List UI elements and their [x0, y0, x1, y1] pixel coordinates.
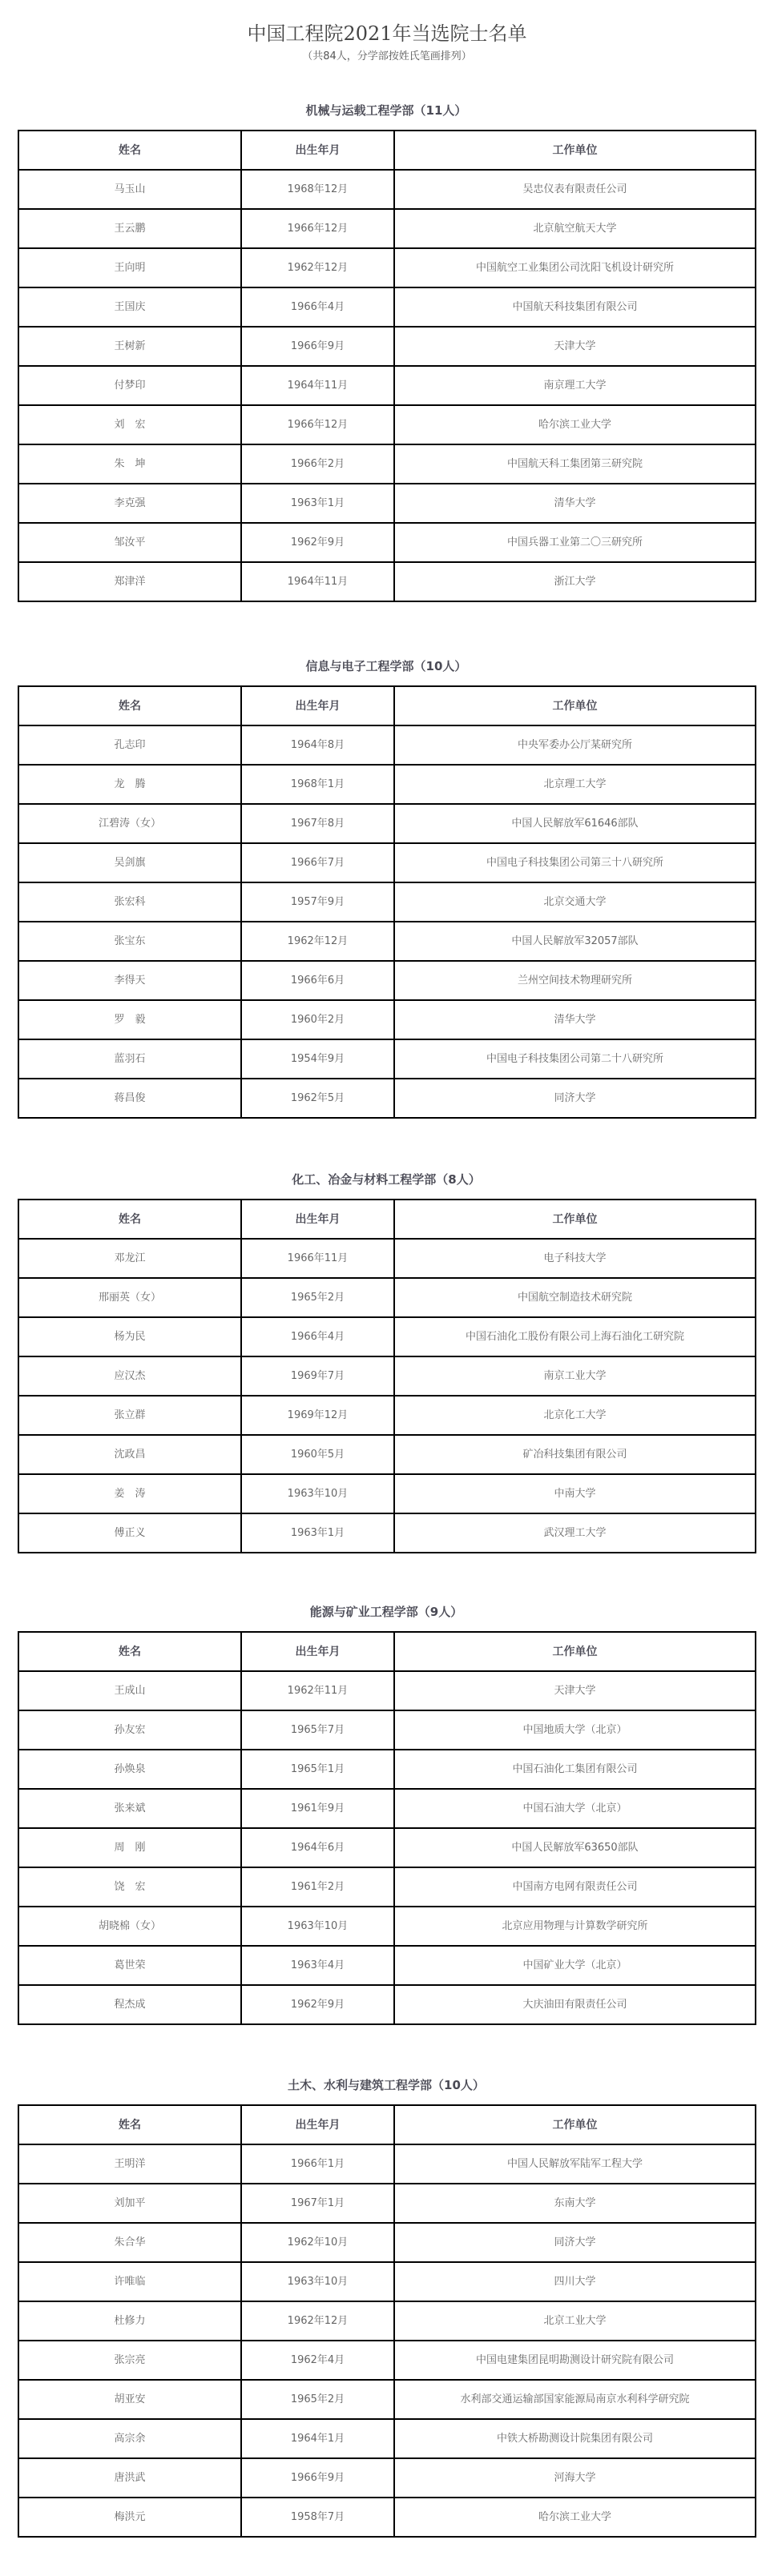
cell-work-unit: 中国人民解放军陆军工程大学	[394, 2144, 756, 2184]
cell-name: 孔志印	[18, 725, 241, 765]
section-title: 土木、水利与建筑工程学部（10人）	[288, 2078, 485, 2092]
cell-name: 傅正义	[18, 1513, 241, 1553]
cell-birth-date: 1968年12月	[241, 170, 394, 209]
column-header-unit: 工作单位	[394, 1632, 756, 1671]
table-row	[18, 2301, 756, 2341]
cell-name: 张立群	[18, 1396, 241, 1435]
cell-name: 张宏科	[18, 882, 241, 922]
cell-work-unit: 清华大学	[394, 1000, 756, 1039]
cell-work-unit: 北京化工大学	[394, 1396, 756, 1435]
cell-birth-date: 1962年5月	[241, 1079, 394, 1118]
table-row	[18, 2498, 756, 2537]
cell-work-unit: 中国人民解放军32057部队	[394, 922, 756, 961]
cell-name: 朱合华	[18, 2223, 241, 2262]
cell-name: 杨为民	[18, 1317, 241, 1356]
cell-birth-date: 1968年1月	[241, 765, 394, 804]
cell-birth-date: 1965年1月	[241, 1750, 394, 1789]
table-row	[18, 1474, 756, 1513]
cell-name: 唐洪武	[18, 2458, 241, 2498]
cell-work-unit: 哈尔滨工业大学	[394, 2498, 756, 2537]
section-title: 化工、冶金与材料工程学部（8人）	[292, 1172, 481, 1187]
cell-birth-date: 1962年11月	[241, 1671, 394, 1710]
cell-birth-date: 1969年12月	[241, 1396, 394, 1435]
cell-name: 付梦印	[18, 366, 241, 405]
cell-birth-date: 1964年11月	[241, 562, 394, 601]
table-row	[18, 1985, 756, 2024]
column-header-unit: 工作单位	[394, 131, 756, 170]
cell-name: 蓝羽石	[18, 1039, 241, 1079]
cell-work-unit: 中国人民解放军63650部队	[394, 1828, 756, 1867]
cell-birth-date: 1967年1月	[241, 2184, 394, 2223]
cell-work-unit: 北京应用物理与计算数学研究所	[394, 1907, 756, 1946]
cell-work-unit: 水利部交通运输部国家能源局南京水利科学研究院	[394, 2380, 756, 2419]
table-row	[18, 2380, 756, 2419]
cell-name: 孙友宏	[18, 1710, 241, 1750]
cell-work-unit: 中国人民解放军61646部队	[394, 804, 756, 843]
cell-birth-date: 1962年12月	[241, 248, 394, 287]
cell-birth-date: 1966年12月	[241, 405, 394, 444]
column-header-name: 姓名	[18, 131, 241, 170]
table-row	[18, 444, 756, 484]
cell-birth-date: 1964年8月	[241, 725, 394, 765]
table-row	[18, 287, 756, 327]
table-row	[18, 562, 756, 601]
cell-birth-date: 1963年1月	[241, 1513, 394, 1553]
cell-work-unit: 中国航天科技集团有限公司	[394, 287, 756, 327]
table-row	[18, 405, 756, 444]
cell-birth-date: 1964年6月	[241, 1828, 394, 1867]
column-header-birth: 出生年月	[241, 131, 394, 170]
table-row	[18, 170, 756, 209]
cell-work-unit: 矿冶科技集团有限公司	[394, 1435, 756, 1474]
cell-name: 许唯临	[18, 2262, 241, 2301]
academician-table	[18, 685, 756, 1119]
cell-birth-date: 1962年12月	[241, 2301, 394, 2341]
column-header-birth: 出生年月	[241, 1200, 394, 1239]
cell-work-unit: 中国石油化工集团有限公司	[394, 1750, 756, 1789]
cell-work-unit: 四川大学	[394, 2262, 756, 2301]
table-row	[18, 1750, 756, 1789]
cell-work-unit: 电子科技大学	[394, 1239, 756, 1278]
cell-work-unit: 中国航空制造技术研究院	[394, 1278, 756, 1317]
cell-name: 饶 宏	[18, 1867, 241, 1907]
academician-table	[18, 1631, 756, 2025]
table-row	[18, 366, 756, 405]
table-row	[18, 882, 756, 922]
table-row	[18, 2458, 756, 2498]
table-row	[18, 1039, 756, 1079]
section-chemical-metallurgy-materials	[18, 1172, 755, 1553]
cell-work-unit: 南京工业大学	[394, 1356, 756, 1396]
cell-work-unit: 浙江大学	[394, 562, 756, 601]
cell-birth-date: 1965年2月	[241, 2380, 394, 2419]
cell-work-unit: 中国石油化工股份有限公司上海石油化工研究院	[394, 1317, 756, 1356]
table-row	[18, 961, 756, 1000]
cell-work-unit: 中国南方电网有限责任公司	[394, 1867, 756, 1907]
page-subtitle: （共84人，分学部按姓氏笔画排列）	[302, 50, 472, 62]
cell-birth-date: 1966年2月	[241, 444, 394, 484]
cell-work-unit: 南京理工大学	[394, 366, 756, 405]
cell-birth-date: 1961年9月	[241, 1789, 394, 1828]
cell-birth-date: 1967年8月	[241, 804, 394, 843]
cell-name: 邹汝平	[18, 523, 241, 562]
table-row	[18, 1671, 756, 1710]
table-row	[18, 2184, 756, 2223]
table-row	[18, 1278, 756, 1317]
cell-work-unit: 中国航天科工集团第三研究院	[394, 444, 756, 484]
cell-birth-date: 1960年2月	[241, 1000, 394, 1039]
cell-work-unit: 兰州空间技术物理研究所	[394, 961, 756, 1000]
cell-work-unit: 哈尔滨工业大学	[394, 405, 756, 444]
cell-work-unit: 中国地质大学（北京）	[394, 1710, 756, 1750]
cell-work-unit: 同济大学	[394, 1079, 756, 1118]
table-row	[18, 1946, 756, 1985]
cell-birth-date: 1957年9月	[241, 882, 394, 922]
cell-name: 邢丽英（女）	[18, 1278, 241, 1317]
cell-birth-date: 1966年9月	[241, 327, 394, 366]
cell-name: 张宝东	[18, 922, 241, 961]
column-header-birth: 出生年月	[241, 2105, 394, 2144]
table-header-row	[18, 131, 756, 170]
section-mechanical-vehicle	[18, 103, 755, 602]
cell-name: 胡晓棉（女）	[18, 1907, 241, 1946]
cell-birth-date: 1962年10月	[241, 2223, 394, 2262]
cell-birth-date: 1958年7月	[241, 2498, 394, 2537]
cell-name: 沈政昌	[18, 1435, 241, 1474]
section-civil-hydraulic-architecture	[18, 2078, 755, 2538]
academician-table	[18, 1199, 756, 1553]
cell-birth-date: 1961年2月	[241, 1867, 394, 1907]
table-row	[18, 1079, 756, 1118]
cell-work-unit: 武汉理工大学	[394, 1513, 756, 1553]
cell-work-unit: 中国电子科技集团公司第二十八研究所	[394, 1039, 756, 1079]
cell-work-unit: 中国电子科技集团公司第三十八研究所	[394, 843, 756, 882]
cell-name: 李克强	[18, 484, 241, 523]
cell-birth-date: 1962年9月	[241, 1985, 394, 2024]
column-header-unit: 工作单位	[394, 686, 756, 725]
table-row	[18, 922, 756, 961]
table-row	[18, 2262, 756, 2301]
cell-name: 朱 坤	[18, 444, 241, 484]
cell-birth-date: 1966年6月	[241, 961, 394, 1000]
cell-name: 郑津洋	[18, 562, 241, 601]
cell-name: 马玉山	[18, 170, 241, 209]
cell-birth-date: 1964年11月	[241, 366, 394, 405]
table-row	[18, 843, 756, 882]
table-row	[18, 209, 756, 248]
cell-name: 邓龙江	[18, 1239, 241, 1278]
cell-name: 王树新	[18, 327, 241, 366]
cell-name: 张来斌	[18, 1789, 241, 1828]
cell-birth-date: 1969年7月	[241, 1356, 394, 1396]
cell-birth-date: 1965年2月	[241, 1278, 394, 1317]
cell-birth-date: 1966年7月	[241, 843, 394, 882]
table-row	[18, 725, 756, 765]
cell-birth-date: 1963年1月	[241, 484, 394, 523]
cell-work-unit: 天津大学	[394, 1671, 756, 1710]
cell-birth-date: 1962年4月	[241, 2341, 394, 2380]
cell-name: 王国庆	[18, 287, 241, 327]
cell-birth-date: 1966年4月	[241, 287, 394, 327]
cell-name: 罗 毅	[18, 1000, 241, 1039]
table-row	[18, 1907, 756, 1946]
cell-birth-date: 1966年9月	[241, 2458, 394, 2498]
table-row	[18, 1710, 756, 1750]
cell-name: 周 刚	[18, 1828, 241, 1867]
cell-name: 高宗余	[18, 2419, 241, 2458]
cell-birth-date: 1963年10月	[241, 1907, 394, 1946]
cell-name: 杜修力	[18, 2301, 241, 2341]
section-energy-mining	[18, 1605, 755, 2025]
cell-name: 孙焕泉	[18, 1750, 241, 1789]
table-row	[18, 804, 756, 843]
cell-birth-date: 1963年4月	[241, 1946, 394, 1985]
cell-work-unit: 清华大学	[394, 484, 756, 523]
cell-work-unit: 北京理工大学	[394, 765, 756, 804]
cell-work-unit: 中铁大桥勘测设计院集团有限公司	[394, 2419, 756, 2458]
cell-birth-date: 1963年10月	[241, 2262, 394, 2301]
cell-birth-date: 1962年12月	[241, 922, 394, 961]
cell-work-unit: 中国矿业大学（北京）	[394, 1946, 756, 1985]
cell-work-unit: 吴忠仪表有限责任公司	[394, 170, 756, 209]
cell-birth-date: 1966年4月	[241, 1317, 394, 1356]
cell-work-unit: 北京交通大学	[394, 882, 756, 922]
cell-birth-date: 1966年1月	[241, 2144, 394, 2184]
table-row	[18, 523, 756, 562]
cell-birth-date: 1964年1月	[241, 2419, 394, 2458]
cell-name: 王明洋	[18, 2144, 241, 2184]
table-row	[18, 1513, 756, 1553]
cell-work-unit: 中央军委办公厅某研究所	[394, 725, 756, 765]
table-header-row	[18, 686, 756, 725]
cell-work-unit: 东南大学	[394, 2184, 756, 2223]
cell-work-unit: 中国航空工业集团公司沈阳飞机设计研究所	[394, 248, 756, 287]
cell-work-unit: 河海大学	[394, 2458, 756, 2498]
cell-work-unit: 同济大学	[394, 2223, 756, 2262]
cell-name: 张宗亮	[18, 2341, 241, 2380]
table-row	[18, 1867, 756, 1907]
table-header-row	[18, 1200, 756, 1239]
section-title: 能源与矿业工程学部（9人）	[309, 1605, 463, 1619]
table-row	[18, 1356, 756, 1396]
cell-birth-date: 1963年10月	[241, 1474, 394, 1513]
cell-birth-date: 1954年9月	[241, 1039, 394, 1079]
cell-name: 龙 腾	[18, 765, 241, 804]
table-row	[18, 1435, 756, 1474]
cell-name: 江碧涛（女）	[18, 804, 241, 843]
table-row	[18, 484, 756, 523]
cell-birth-date: 1965年7月	[241, 1710, 394, 1750]
cell-name: 程杰成	[18, 1985, 241, 2024]
cell-name: 王向明	[18, 248, 241, 287]
academician-table	[18, 130, 756, 602]
section-title: 信息与电子工程学部（10人）	[305, 659, 467, 673]
cell-birth-date: 1960年5月	[241, 1435, 394, 1474]
academician-table	[18, 2104, 756, 2538]
table-header-row	[18, 2105, 756, 2144]
section-information-electronic	[18, 659, 755, 1119]
column-header-birth: 出生年月	[241, 686, 394, 725]
column-header-unit: 工作单位	[394, 2105, 756, 2144]
column-header-name: 姓名	[18, 1200, 241, 1239]
cell-work-unit: 中国电建集团昆明勘测设计研究院有限公司	[394, 2341, 756, 2380]
cell-work-unit: 北京航空航天大学	[394, 209, 756, 248]
table-header-row	[18, 1632, 756, 1671]
cell-name: 李得天	[18, 961, 241, 1000]
cell-name: 应汉杰	[18, 1356, 241, 1396]
cell-work-unit: 北京工业大学	[394, 2301, 756, 2341]
cell-birth-date: 1966年11月	[241, 1239, 394, 1278]
table-row	[18, 2223, 756, 2262]
cell-name: 刘加平	[18, 2184, 241, 2223]
cell-name: 梅洪元	[18, 2498, 241, 2537]
table-row	[18, 765, 756, 804]
table-row	[18, 2144, 756, 2184]
cell-name: 姜 涛	[18, 1474, 241, 1513]
cell-name: 刘 宏	[18, 405, 241, 444]
section-title: 机械与运载工程学部（11人）	[305, 103, 467, 118]
cell-birth-date: 1962年9月	[241, 523, 394, 562]
cell-name: 蒋昌俊	[18, 1079, 241, 1118]
table-row	[18, 1828, 756, 1867]
table-row	[18, 1396, 756, 1435]
table-row	[18, 1000, 756, 1039]
cell-work-unit: 天津大学	[394, 327, 756, 366]
column-header-name: 姓名	[18, 686, 241, 725]
cell-name: 胡亚安	[18, 2380, 241, 2419]
cell-birth-date: 1966年12月	[241, 209, 394, 248]
column-header-birth: 出生年月	[241, 1632, 394, 1671]
cell-work-unit: 中南大学	[394, 1474, 756, 1513]
cell-work-unit: 大庆油田有限责任公司	[394, 1985, 756, 2024]
cell-work-unit: 中国兵器工业第二〇三研究所	[394, 523, 756, 562]
cell-name: 葛世荣	[18, 1946, 241, 1985]
table-row	[18, 1239, 756, 1278]
column-header-name: 姓名	[18, 2105, 241, 2144]
cell-name: 王云鹏	[18, 209, 241, 248]
column-header-name: 姓名	[18, 1632, 241, 1671]
table-row	[18, 1317, 756, 1356]
table-row	[18, 1789, 756, 1828]
cell-name: 吴剑旗	[18, 843, 241, 882]
cell-work-unit: 中国石油大学（北京）	[394, 1789, 756, 1828]
table-row	[18, 2419, 756, 2458]
table-row	[18, 327, 756, 366]
column-header-unit: 工作单位	[394, 1200, 756, 1239]
cell-name: 王成山	[18, 1671, 241, 1710]
table-row	[18, 248, 756, 287]
table-row	[18, 2341, 756, 2380]
page-title: 中国工程院2021年当选院士名单	[247, 22, 527, 45]
